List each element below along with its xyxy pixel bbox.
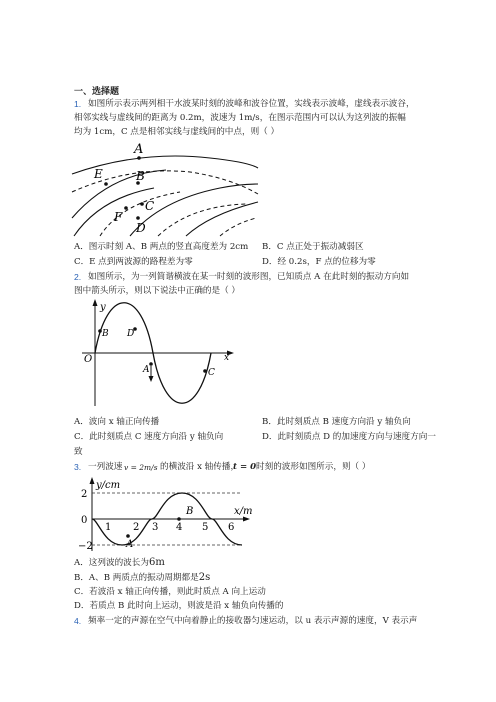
q2-option-b: B．此时刻质点 B 速度方向沿 y 轴负向 — [262, 417, 411, 427]
q2-waveform-figure — [78, 298, 238, 410]
q3-x-axis-label: x/m — [234, 506, 253, 517]
q3-label-A: A — [126, 539, 134, 550]
q3-x-tick-6: 6 — [228, 522, 235, 533]
q2-label-O: O — [84, 354, 93, 365]
q2-label-C: C — [208, 368, 215, 378]
q1-line2: 相邻实线与虚线间的距离为 0.2m，波速为 1m/s，在图示范围内可以认为这列波的振幅 — [74, 113, 406, 123]
q2-label-x: x — [224, 353, 230, 363]
q1-label-D: D — [136, 221, 146, 235]
q3-y-tick-0: 0 — [81, 515, 88, 526]
q1-line1: 如图所示表示两列相干水波某时刻的波峰和波谷位置，实线表示波峰，虚线表示波谷， — [88, 99, 415, 109]
q3-option-b: B．A、B 两质点的振动周期都是2s — [74, 572, 211, 583]
q2-option-c: C．此时刻质点 C 速度方向沿 y 轴负向 — [74, 432, 224, 442]
q1-label-E: E — [94, 167, 103, 181]
q2-number: 2. — [74, 272, 82, 282]
q3-waveform-figure — [78, 476, 258, 554]
q1-label-F: F — [114, 210, 123, 224]
q2-option-d-line2: 致 — [74, 447, 83, 457]
q4-line1: 频率一定的声源在空气中向着静止的接收器匀速运动，以 u 表示声源的速度，V 表示声 — [88, 616, 418, 626]
q3-time: t = 0 — [233, 462, 257, 472]
q3-text-part1: 一列波速 — [88, 462, 123, 472]
q3-x-tick-1: 1 — [105, 522, 112, 533]
q3-speed: v = 2m/s — [124, 463, 158, 472]
section-title: 一、选择题 — [74, 87, 120, 97]
q2-line2: 图中箭头所示，则以下说法中正确的是（ ） — [74, 286, 241, 296]
q2-option-a: A．波向 x 轴正向传播 — [74, 417, 160, 427]
q1-interference-figure — [70, 140, 260, 240]
q1-option-a: A．图示时刻 A、B 两点的竖直高度差为 2cm — [74, 242, 249, 252]
q1-option-d: D．经 0.2s，F 点的位移为零 — [262, 257, 376, 267]
q3-label-B: B — [186, 506, 194, 517]
q3-x-tick-5: 5 — [202, 522, 209, 533]
q3-number: 3. — [74, 462, 82, 472]
q3-option-d: D．若质点 B 此时向上运动，则波是沿 x 轴负向传播的 — [74, 601, 284, 611]
q3-y-tick-neg2: −2 — [78, 541, 93, 552]
q3-x-tick-4: 4 — [176, 522, 183, 533]
q2-label-A: A — [143, 365, 150, 375]
q3-x-tick-2: 2 — [133, 522, 140, 533]
q1-option-c: C．E 点到两波源的路程差为零 — [74, 257, 193, 267]
q2-label-B: B — [102, 329, 109, 339]
q1-number: 1. — [74, 99, 82, 109]
q2-line1: 如图所示，为一列简谐横波在某一时刻的波形图，已知质点 A 在此时刻的振动方向如 — [88, 272, 410, 282]
q3-option-a: A．这列波的波长为6m — [74, 557, 165, 568]
q3-y-tick-2: 2 — [81, 489, 88, 500]
q3-y-axis-label: y/cm — [96, 480, 121, 491]
q3-x-tick-3: 3 — [152, 522, 159, 533]
q4-number: 4. — [74, 616, 82, 626]
q3-text-part2: 的横波沿 x 轴传播， — [160, 462, 240, 472]
q1-label-A: A — [134, 142, 144, 157]
q1-label-B: B — [136, 169, 145, 183]
q3-text-part3: 时刻的波形如图所示，则（ ） — [256, 462, 371, 472]
q2-label-y: y — [100, 302, 106, 313]
q1-option-b: B．C 点正处于振动减弱区 — [262, 242, 364, 252]
q1-label-C: C — [145, 199, 155, 213]
q2-option-d-line1: D．此时刻质点 D 的加速度方向与速度方向一 — [262, 432, 436, 442]
q2-label-D: D — [127, 329, 135, 339]
q1-line3: 均为 1cm，C 点是相邻实线与虚线间的中点，则（ ） — [74, 127, 280, 137]
q3-option-c: C．若波沿 x 轴正向传播，则此时质点 A 向上运动 — [74, 587, 266, 597]
